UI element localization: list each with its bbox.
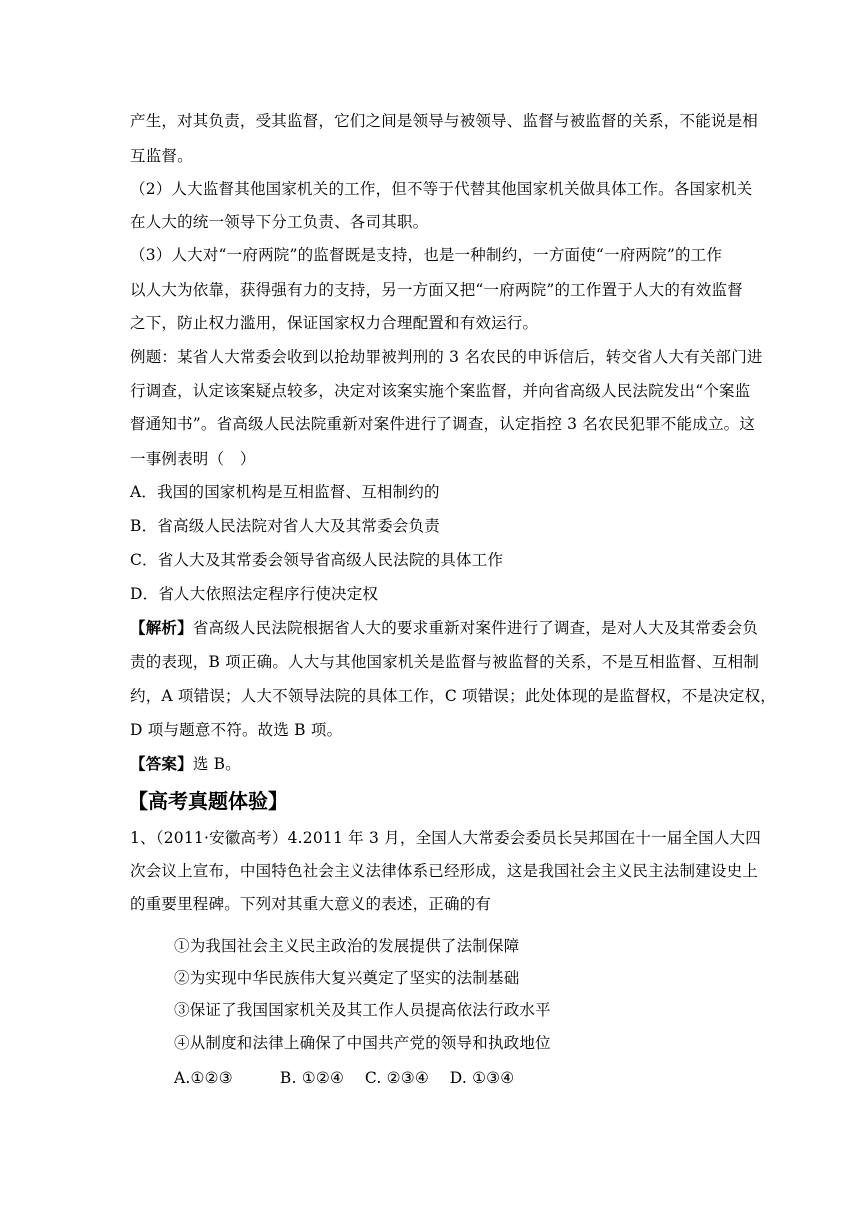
paragraph-line: （2）人大监督其他国家机关的工作，但不等于代替其他国家机关做具体工作。各国家机关 [130,180,753,198]
question-choices: A.①②③ B. ①②④ C. ②③④ D. ①③④ [174,1069,515,1087]
answer-line [130,754,241,774]
paragraph-line: （3）人大对“一府两院”的监督既是支持，也是一种制约，一方面使“一府两院”的工作 [130,246,723,264]
analysis-line: 约，A 项错误；人大不领导法院的具体工作，C 项错误；此处体现的是监督权，不是决定权， [130,687,777,705]
question-line: 次会议上宣布，中国特色社会主义法律体系已经形成，这是我国社会主义民主法制建设史上 [130,862,759,880]
question-item: ③保证了我国国家机关及其工作人员提高依法行政水平 [174,1001,551,1019]
question-line: 的重要里程碑。下列对其重大意义的表述，正确的有 [130,895,492,913]
analysis-line: D 项与题意不符。故选 B 项。 [130,721,343,739]
option-d: D．省人大依照法定程序行使决定权 [130,585,379,603]
paragraph-line: 以人大为依靠，获得强有力的支持，另一方面又把“一府两院”的工作置于人大的有效监督 [130,281,743,299]
answer-text: 选 B。 [192,755,241,773]
option-a: A．我国的国家机构是互相监督、互相制约的 [130,483,440,501]
example-line: 例题：某省人大常委会收到以抢劫罪被判刑的 3 名农民的申诉信后，转交省人大有关部门进 [130,348,763,366]
example-line: 督通知书”。省高级人民法院重新对案件进行了调查，认定指控 3 名农民犯罪不能成立。这 [130,415,756,433]
paragraph-line: 之下，防止权力滥用，保证国家权力合理配置和有效运行。 [130,314,539,332]
paragraph-line: 互监督。 [130,147,193,165]
question-line: 1、（2011·安徽高考）4.2011 年 3 月，全国人大常委会委员长吴邦国在十一届全国人大四 [130,829,761,847]
analysis-text: 省高级人民法院根据省人大的要求重新对案件进行了调查，是对人大及其常委会负 [192,619,759,637]
example-line: 行调查，认定该案疑点较多，决定对该案实施个案监督，并向省高级人民法院发出“个案监 [130,382,751,400]
answer-label: 【答案】 [130,754,193,773]
paragraph-line: 在人大的统一领导下分工负责、各司其职。 [130,213,429,231]
question-item: ②为实现中华民族伟大复兴奠定了坚实的法制基础 [174,969,520,987]
example-line: 一事例表明（ ） [130,450,256,468]
option-b: B．省高级人民法院对省人大及其常委会负责 [130,517,440,535]
analysis-line [130,618,758,638]
option-c: C．省人大及其常委会领导省高级人民法院的具体工作 [130,551,504,569]
analysis-label: 【解析】 [130,618,193,637]
section-title: 【高考真题体验】 [128,789,288,813]
question-item: ④从制度和法律上确保了中国共产党的领导和执政地位 [174,1034,551,1052]
question-item: ①为我国社会主义民主政治的发展提供了法制保障 [174,937,520,955]
analysis-line: 责的表现，B 项正确。人大与其他国家机关是监督与被监督的关系，不是互相监督、互相制 [130,653,760,671]
paragraph-line: 产生，对其负责，受其监督，它们之间是领导与被领导、监督与被监督的关系，不能说是相 [130,112,759,130]
